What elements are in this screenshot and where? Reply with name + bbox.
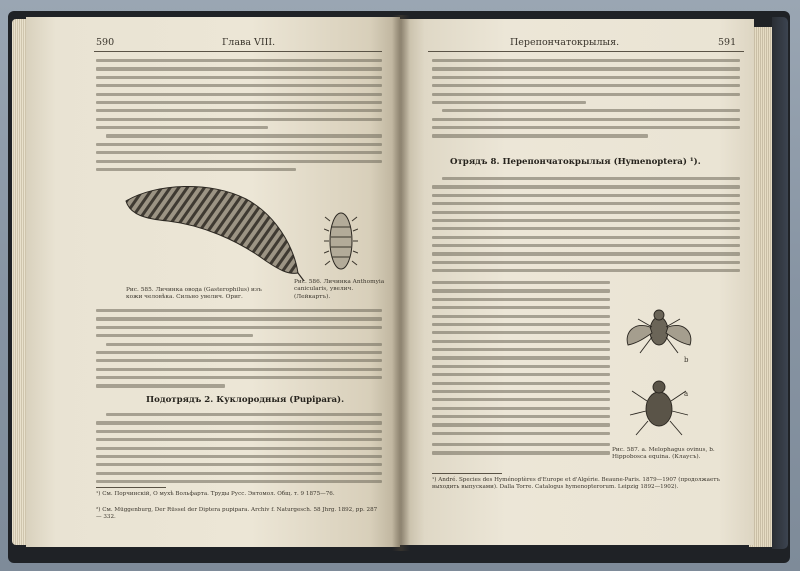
larva-illustration — [116, 177, 306, 287]
left-footnote-2: ²) См. Müggenburg, Der Rüssel der Diptera pupipara. Archiv f. Naturgesch. 58 Jhrg. 1892, pp. 287 — 332. — [96, 507, 378, 521]
left-page-number: 590 — [96, 37, 115, 48]
fly-illustrations — [614, 297, 704, 447]
left-text-block-1 — [96, 59, 382, 176]
left-text-block-3 — [96, 413, 382, 488]
book-gutter — [392, 15, 410, 551]
footnote-rule-right — [432, 473, 502, 474]
figure-585-caption: Рис. 585. Личинка овода (Gasterophilus) изъ кожи человѣка. Сильно увелич. Ориг. — [126, 287, 262, 301]
left-section-heading: Подотрядъ 2. Куклородныя (Pupipara). — [146, 395, 345, 405]
left-page — [26, 17, 400, 547]
right-page — [400, 19, 754, 545]
figure-label-b: b — [684, 356, 689, 364]
figure-label-a: a — [684, 390, 689, 398]
figure-587-caption: Рис. 587. а. Melophagus ovinus, b. Hippobosca equina. (Клаусъ). — [612, 447, 715, 461]
right-text-block-2 — [432, 177, 740, 278]
book-binding — [772, 17, 788, 549]
open-book — [8, 5, 790, 565]
figure-586-caption: Рис. 586. Личинка Anthomyia canicularis, увелич. (Лейкартъ). — [294, 279, 385, 300]
footnote-rule — [96, 487, 166, 488]
left-text-block-2 — [96, 309, 382, 393]
right-text-block-4 — [432, 443, 610, 460]
right-section-heading: Отрядъ 8. Перепончатокрылыя (Hymenoptera) ¹). — [450, 157, 701, 167]
header-rule-right — [428, 51, 744, 52]
left-footnote-1: ¹) См. Порчинскiй, О мухѣ Вольфарта. Труды Русс. Энтомол. Общ. т. 9 1875—76. — [96, 491, 335, 497]
right-page-number: 591 — [718, 37, 737, 48]
header-rule — [94, 51, 382, 52]
small-larva-illustration — [324, 207, 358, 277]
right-text-block-1 — [432, 59, 740, 143]
right-footnote-1: ¹) André. Species des Hyménoptères d'Europe et d'Algérie. Beaune-Paris. 1879—1907 (продолжаетъ выходить выпусками). Dalla Torre. Catalogus hymenopterorum. Leipzig 1892—1902). — [432, 477, 720, 491]
right-text-block-3 — [432, 281, 610, 440]
left-running-head: Глава VIII. — [222, 37, 276, 48]
right-running-head: Перепончатокрылыя. — [510, 37, 620, 48]
